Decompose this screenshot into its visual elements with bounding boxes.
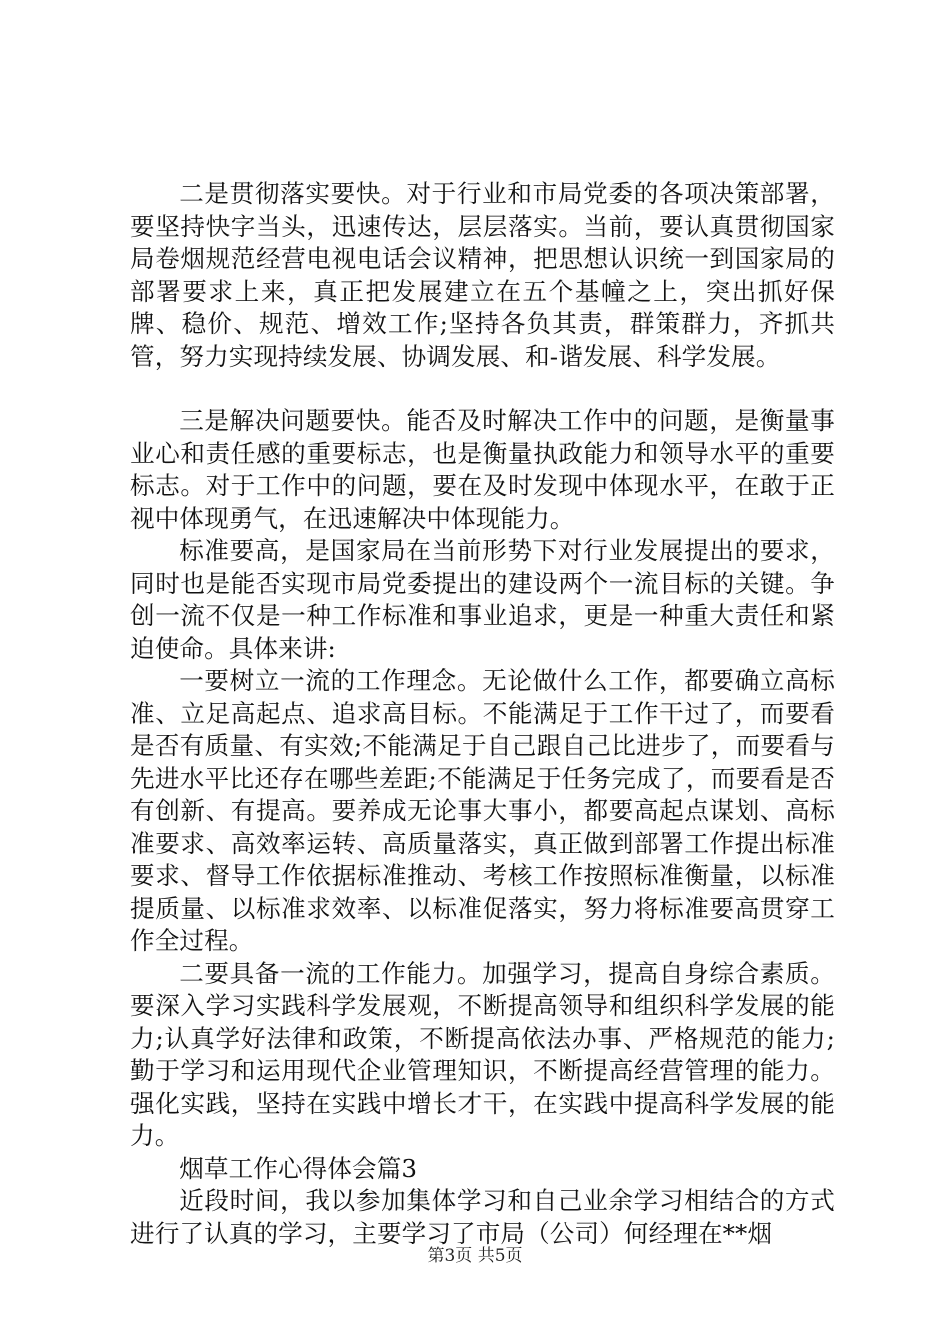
paragraph-high-standards: 标准要高，是国家局在当前形势下对行业发展提出的要求，同时也是能否实现市局党委提出的建设两个一流目标的关键。争创一流不仅是一种工作标准和事业追求，更是一种重大责任和紧迫使命。具体来讲:	[130, 536, 835, 663]
page-number-footer: 第3页 共5页	[427, 1246, 523, 1266]
document-body	[130, 178, 835, 1250]
section-heading-part3: 烟草工作心得体会篇3	[179, 1153, 418, 1183]
paragraph-first-class-concept: 一要树立一流的工作理念。无论做什么工作，都要确立高标准、立足高起点、追求高目标。不能满足于工作干过了，而要看是否有质量、有实效;不能满足于自己跟自己比进步了，而要看与先进水平比还存在哪些差距;不能满足于任务完成了，而要看是否有创新、有提高。要养成无论事大事小，都要高起点谋划、高标准要求、高效率运转、高质量落实，真正做到部署工作提出标准要求、督导工作依据标准推动、考核工作按照标准衡量，以标准提质量、以标准求效率、以标准促落实，努力将标准要高贯穿工作全过程。	[130, 666, 835, 955]
paragraph-implementation-speed: 二是贯彻落实要快。对于行业和市局党委的各项决策部署，要坚持快字当头，迅速传达，层层落实。当前，要认真贯彻国家局卷烟规范经营电视电话会议精神，把思想认识统一到国家局的部署要求上来，真正把发展建立在五个基幢之上，突出抓好保牌、稳价、规范、增效工作;坚持各负其责，群策群力，齐抓共管，努力实现持续发展、协调发展、和-谐发展、科学发展。	[130, 179, 835, 371]
paragraph-problem-solving-speed: 三是解决问题要快。能否及时解决工作中的问题，是衡量事业心和责任感的重要标志，也是衡量执政能力和领导水平的重要标志。对于工作中的问题，要在及时发现中体现水平，在敢于正视中体现勇气，在迅速解决中体现能力。	[130, 406, 835, 533]
paragraph-first-class-ability: 二要具备一流的工作能力。加强学习，提高自身综合素质。要深入学习实践科学发展观，不断提高领导和组织科学发展的能力;认真学好法律和政策，不断提高依法办事、严格规范的能力;勤于学习和运用现代企业管理知识，不断提高经营管理的能力。强化实践，坚持在实践中增长才干，在实践中提高科学发展的能力。	[130, 958, 835, 1150]
paragraph-study-intro: 近段时间，我以参加集体学习和自己业余学习相结合的方式进行了认真的学习，主要学习了市局（公司）何经理在**烟	[130, 1186, 835, 1248]
